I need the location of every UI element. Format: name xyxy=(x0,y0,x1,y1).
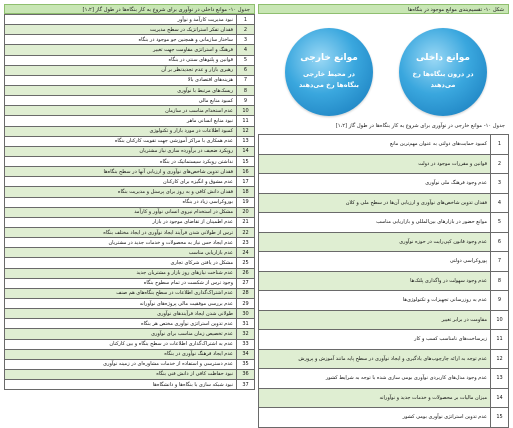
table-row xyxy=(5,227,255,237)
table-row xyxy=(5,369,255,379)
barrier-text: رویکرد ضعیف در برآورده سازی نیاز مشتریان xyxy=(5,146,237,156)
barrier-text: فقدان تفکر استراتژیک در سطح مدیریت xyxy=(5,25,237,35)
table-row xyxy=(5,45,255,55)
barrier-text: ریسک‌های مرتبط با نوآوری xyxy=(5,85,237,95)
table-row xyxy=(259,349,509,369)
barrier-text: کمبود اطلاعات در مورد بازار و تکنولوژی xyxy=(5,126,237,136)
table-row xyxy=(5,319,255,329)
row-number: 29 xyxy=(237,298,255,308)
barrier-text: بوروکراسی زیاد در بنگاه xyxy=(5,197,237,207)
row-number: 9 xyxy=(491,291,509,311)
table-row xyxy=(5,238,255,248)
row-number: 15 xyxy=(491,408,509,428)
table-row xyxy=(259,271,509,291)
row-number: 34 xyxy=(237,349,255,359)
barrier-text: عدم ایجاد فرهنگ نوآوری در بنگاه xyxy=(5,349,237,359)
barrier-text: عدم استخدام مناسب در سازمان xyxy=(5,106,237,116)
row-number: 27 xyxy=(237,278,255,288)
table-row xyxy=(259,213,509,233)
row-number: 8 xyxy=(237,85,255,95)
table-row xyxy=(259,291,509,311)
barrier-text: نبود شبکه سازی با بنگاه‌ها و دانشگاه‌ها xyxy=(5,380,237,390)
row-number: 28 xyxy=(237,288,255,298)
row-number: 2 xyxy=(491,154,509,174)
barrier-text: طولانی شدن ایجاد فرآیندهای نوآوری xyxy=(5,309,237,319)
barrier-text: فقدان تدوین شاخص‌های نوآوری و ارزیابی آن‌ها در سطح ملی و کلان xyxy=(259,193,491,213)
table-row xyxy=(5,298,255,308)
barrier-text: عدم بازاریابی مناسب xyxy=(5,248,237,258)
row-number: 18 xyxy=(237,187,255,197)
row-number: 3 xyxy=(237,35,255,45)
barrier-text: عدم وجود فرهنگ ملی نوآوری xyxy=(259,174,491,194)
row-number: 12 xyxy=(491,349,509,369)
table-row xyxy=(5,217,255,227)
table-row xyxy=(259,154,509,174)
table-row xyxy=(259,408,509,428)
row-number: 5 xyxy=(237,55,255,65)
row-number: 21 xyxy=(237,217,255,227)
external-barriers-panel xyxy=(258,4,509,428)
barrier-text: عدم وجود سهولت در واگذاری پلتک‌ها xyxy=(259,271,491,291)
table-row xyxy=(5,136,255,146)
barrier-text: فقدان تدوین شاخص‌های نوآوری و ارزیابی آنها در سطح بنگاه‌ها xyxy=(5,167,237,177)
row-number: 1 xyxy=(491,135,509,155)
row-number: 4 xyxy=(491,193,509,213)
row-number: 8 xyxy=(491,271,509,291)
barrier-text: نبود منابع انسانی ماهر xyxy=(5,116,237,126)
row-number: 13 xyxy=(237,136,255,146)
barrier-text: مشکل در یافتن شرکای تجاری xyxy=(5,258,237,268)
row-number: 6 xyxy=(491,232,509,252)
table-row xyxy=(5,25,255,35)
row-number: 32 xyxy=(237,329,255,339)
barrier-text: فرهنگ و استراتژی مقاومت جهت تغییر xyxy=(5,45,237,55)
barrier-text: وجود ترس از شکست در تمام سطوح بنگاه xyxy=(5,278,237,288)
table-row xyxy=(5,65,255,75)
barrier-text: عدم دسترسی و استفاده از خدمات مشاوره‌ای در زمینه نوآوری xyxy=(5,359,237,369)
barrier-text: عدم همکاری با مراکز آموزشی جهت تقویت کارکنان بنگاه xyxy=(5,136,237,146)
table-row xyxy=(259,369,509,389)
barrier-text: رهبری بازار و عدم تجدیدنظر بر آن xyxy=(5,65,237,75)
table-row xyxy=(5,258,255,268)
row-number: 22 xyxy=(237,227,255,237)
barrier-text: نداشتن رویکرد سیستماتیک در بنگاه xyxy=(5,156,237,166)
barrier-text: عدم اشتراک‌گذاری اطلاعات در سطح بنگاه‌های هم صنف xyxy=(5,288,237,298)
barrier-text: موانع حضور در بازارهای بین‌المللی و بازاریابی مناسب xyxy=(259,213,491,233)
internal-table-caption: جدول ۱۰- موانع داخلی در نوآوری برای شروع به کار بنگاه‌ها در طول گاز [۱،۲] xyxy=(4,4,255,14)
row-number: 17 xyxy=(237,177,255,187)
row-number: 31 xyxy=(237,319,255,329)
row-number: 26 xyxy=(237,268,255,278)
barrier-text: مقاومت در برابر تغییر xyxy=(259,310,491,330)
barrier-text: مشکل در استخدام نیروی انسانی نوآور و کارآمد xyxy=(5,207,237,217)
external-table-caption: جدول ۱۰- موانع خارجی در نوآوری برای شروع به کار بنگاه‌ها در طول گاز [۱،۲] xyxy=(258,121,509,131)
table-row xyxy=(5,309,255,319)
external-circle-subtitle: در محیط خارجی بنگاه‌ها رخ می‌دهند xyxy=(299,70,359,89)
table-row xyxy=(5,339,255,349)
table-row xyxy=(5,197,255,207)
barrier-text: عدم بررسی موفقیت مالی پروژه‌های نوآورانه xyxy=(5,298,237,308)
table-row xyxy=(259,174,509,194)
table-row xyxy=(259,310,509,330)
row-number: 30 xyxy=(237,309,255,319)
figure-caption: شکل ۱۰- تقسیم‌بندی موانع موجود در بنگاه‌ها xyxy=(258,4,509,14)
internal-barriers-panel xyxy=(4,4,255,390)
row-number: 7 xyxy=(237,75,255,85)
barrier-text: قوانین و مقررات موجود در دولت xyxy=(259,154,491,174)
barrier-text: عدم توجه به ارائه چارچوب‌های یادگیری و ایجاد نوآوری در سطح پایه مانند آموزش و پرورش xyxy=(259,349,491,369)
barrier-text: عدم وجود مدل‌های کاربردی نوآوری بومی سازی شده با توجه به شرایط کشور xyxy=(259,369,491,389)
barrier-text: عدم تخصیص زمان مناسب برای نوآوری xyxy=(5,329,237,339)
table-row xyxy=(259,232,509,252)
table-row xyxy=(5,55,255,65)
table-row xyxy=(5,106,255,116)
table-row xyxy=(259,193,509,213)
row-number: 23 xyxy=(237,238,255,248)
barrier-circles-figure xyxy=(258,14,509,119)
table-row xyxy=(259,330,509,350)
table-row xyxy=(5,85,255,95)
external-circle-title: موانع خارجی xyxy=(300,53,358,63)
table-row xyxy=(259,388,509,408)
barrier-text: قوانین و پلتوهای سنتی در بنگاه xyxy=(5,55,237,65)
table-row xyxy=(5,177,255,187)
barrier-text: فقدان دانش کافی و به روز برای پرسنل و مدیریت بنگاه xyxy=(5,187,237,197)
barrier-text: کمبود منابع مالی xyxy=(5,96,237,106)
barrier-text: عدم اطمینان از تقاضای موجود در بازار xyxy=(5,217,237,227)
barrier-text: میزان مالیات بر محصولات و خدمات جدید و نوآورانه xyxy=(259,388,491,408)
row-number: 5 xyxy=(491,213,509,233)
row-number: 20 xyxy=(237,207,255,217)
row-number: 9 xyxy=(237,96,255,106)
row-number: 14 xyxy=(237,146,255,156)
internal-barriers-circle xyxy=(399,28,487,116)
table-row xyxy=(5,207,255,217)
table-row xyxy=(5,268,255,278)
external-barriers-circle xyxy=(285,28,373,116)
barrier-text: عدم مشوق و انگیزه برای کارکنان xyxy=(5,177,237,187)
row-number: 7 xyxy=(491,252,509,272)
barrier-text: کمبود حمایت‌های دولتی به عنوان مهم‌ترین مانع xyxy=(259,135,491,155)
table-row xyxy=(5,146,255,156)
row-number: 37 xyxy=(237,380,255,390)
internal-circle-subtitle: در درون بنگاه‌ها رخ می‌دهند xyxy=(412,70,474,89)
row-number: 4 xyxy=(237,45,255,55)
barrier-text: عدم به اشتراک‌گذاری اطلاعات در سطح بنگاه و بین کارکنان xyxy=(5,339,237,349)
barrier-text: زیرساخت‌های نامناسب کسب و کار xyxy=(259,330,491,350)
row-number: 19 xyxy=(237,197,255,207)
row-number: 11 xyxy=(491,330,509,350)
table-row xyxy=(5,248,255,258)
table-row xyxy=(5,126,255,136)
table-row xyxy=(5,359,255,369)
table-row xyxy=(5,380,255,390)
table-row xyxy=(5,278,255,288)
row-number: 6 xyxy=(237,65,255,75)
row-number: 35 xyxy=(237,359,255,369)
table-row xyxy=(5,329,255,339)
row-number: 3 xyxy=(491,174,509,194)
barrier-text: نبود حفاظت کافی از دانش فنی بنگاه xyxy=(5,369,237,379)
table-row xyxy=(5,35,255,45)
table-row xyxy=(5,15,255,25)
row-number: 10 xyxy=(491,310,509,330)
row-number: 1 xyxy=(237,15,255,25)
table-row xyxy=(5,349,255,359)
barrier-text: نبود مدیریت کارآمد و نوآور xyxy=(5,15,237,25)
row-number: 10 xyxy=(237,106,255,116)
table-row xyxy=(5,116,255,126)
external-barriers-table xyxy=(258,134,509,428)
table-row xyxy=(5,187,255,197)
table-row xyxy=(5,156,255,166)
barrier-text: عدم به روزرسانی تجهیزات و تکنولوژی‌ها xyxy=(259,291,491,311)
row-number: 14 xyxy=(491,388,509,408)
row-number: 33 xyxy=(237,339,255,349)
barrier-text: عدم تدوین استراتژی نوآوری مختص هر بنگاه xyxy=(5,319,237,329)
row-number: 25 xyxy=(237,258,255,268)
barrier-text: عدم تدوین استراتژی نوآوری بومی کشور xyxy=(259,408,491,428)
internal-barriers-table xyxy=(4,14,255,390)
row-number: 2 xyxy=(237,25,255,35)
row-number: 12 xyxy=(237,126,255,136)
barrier-text: ساختار سازمانی و همچنین جو موجود در بنگاه xyxy=(5,35,237,45)
table-row xyxy=(5,75,255,85)
row-number: 11 xyxy=(237,116,255,126)
table-row xyxy=(5,96,255,106)
barrier-text: ترس از طولانی شدن فرآیند ایجاد نوآوری در ایجاد مختلف بنگاه xyxy=(5,227,237,237)
row-number: 24 xyxy=(237,248,255,258)
row-number: 13 xyxy=(491,369,509,389)
barrier-text: هزینه‌های اقتصادی بالا xyxy=(5,75,237,85)
table-row xyxy=(259,252,509,272)
barrier-text: عدم وجود قانون کپی‌رایت در حوزه نوآوری xyxy=(259,232,491,252)
row-number: 16 xyxy=(237,167,255,177)
table-row xyxy=(5,288,255,298)
row-number: 36 xyxy=(237,369,255,379)
barrier-text: عدم ایجاد حس نیاز به محصولات و خدمات جدید در مشتریان xyxy=(5,238,237,248)
row-number: 15 xyxy=(237,156,255,166)
barrier-text: عدم شناخت نیازهای روز بازار و مشتریان جدید xyxy=(5,268,237,278)
table-row xyxy=(5,167,255,177)
table-row xyxy=(259,135,509,155)
barrier-text: پوروکراسی دولتی xyxy=(259,252,491,272)
internal-circle-title: موانع داخلی xyxy=(416,53,470,63)
